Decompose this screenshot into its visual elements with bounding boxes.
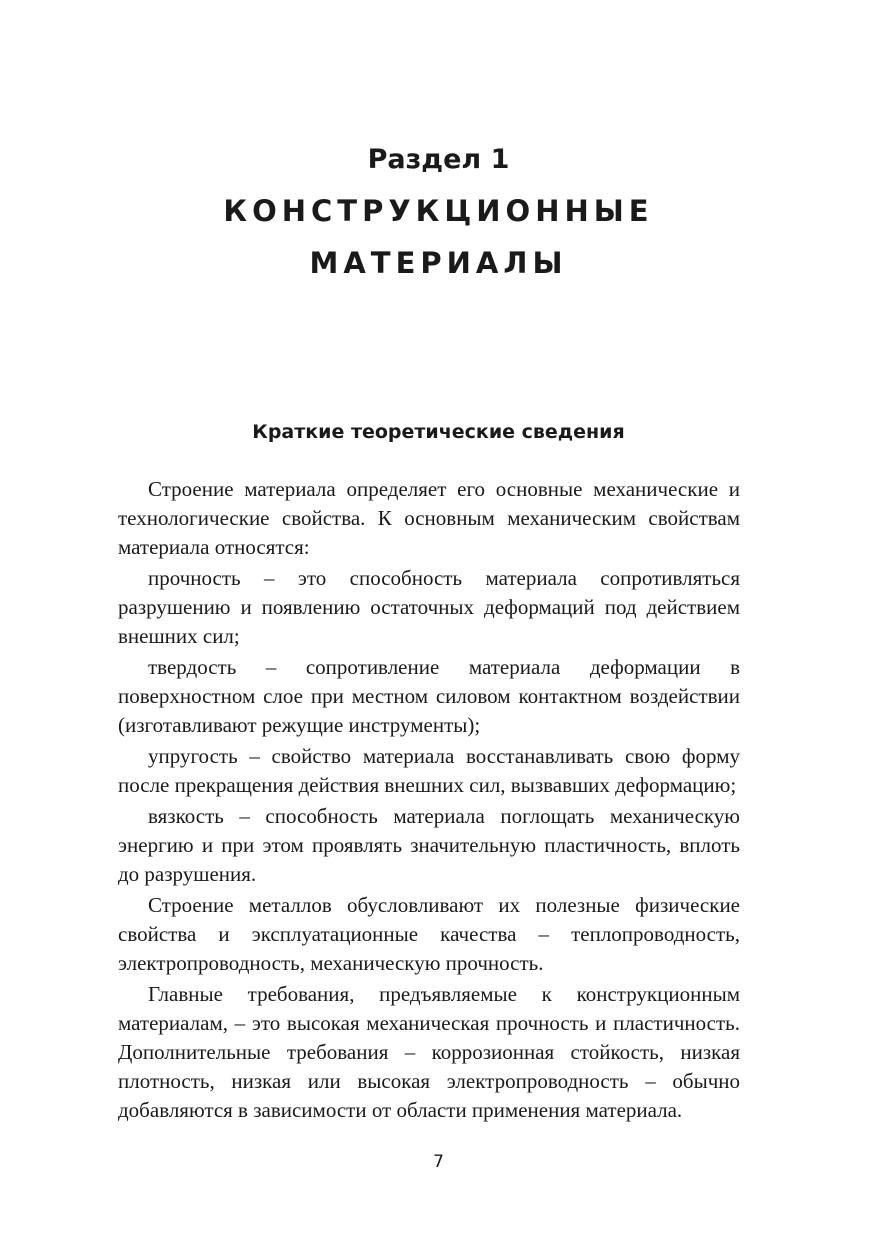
page-number: 7 <box>433 1152 444 1172</box>
paragraph-requirements: Главные требования, предъявляемые к конструкционным материалам, – это высокая механическая прочность и пластичность. Дополнительные требования – коррозионная стойкость, низкая плотность, низкая или высокая электропроводность – обычно добавляются в зависимости от области применения материала. <box>118 982 740 1122</box>
paragraph-strength: прочность – это способность материала сопротивляться разрушению и появлению остаточных деформаций под действием внешних сил; <box>118 566 740 648</box>
paragraph-toughness: вязкость – способность материала поглощать механическую энергию и при этом проявлять значительную пластичность, вплоть до разрушения. <box>118 804 740 886</box>
section-title-line-1: КОНСТРУКЦИОННЫЕ <box>223 194 654 228</box>
section-title <box>0 185 877 289</box>
section-title-line-2: МАТЕРИАЛЫ <box>309 246 568 280</box>
subheading: Краткие теоретические сведения <box>252 421 625 443</box>
section-label: Раздел 1 <box>367 144 510 175</box>
paragraph-intro: Строение материала определяет его основные механические и технологические свойства. К основным механическим свойствам материала относятся: <box>118 477 740 559</box>
paragraph-hardness: твердость – сопротивление материала деформации в поверхностном слое при местном силовом контактном воздействии (изготавливают режущие инструменты); <box>118 655 740 737</box>
body-text <box>118 475 740 1125</box>
paragraph-metal-structure: Строение металлов обусловливают их полезные физические свойства и эксплуатационные качества – теплопроводность, электропроводность, механическую прочность. <box>118 893 740 975</box>
paragraph-elasticity: упругость – свойство материала восстанавливать свою форму после прекращения действия внешних сил, вызвавших деформацию; <box>118 744 740 797</box>
